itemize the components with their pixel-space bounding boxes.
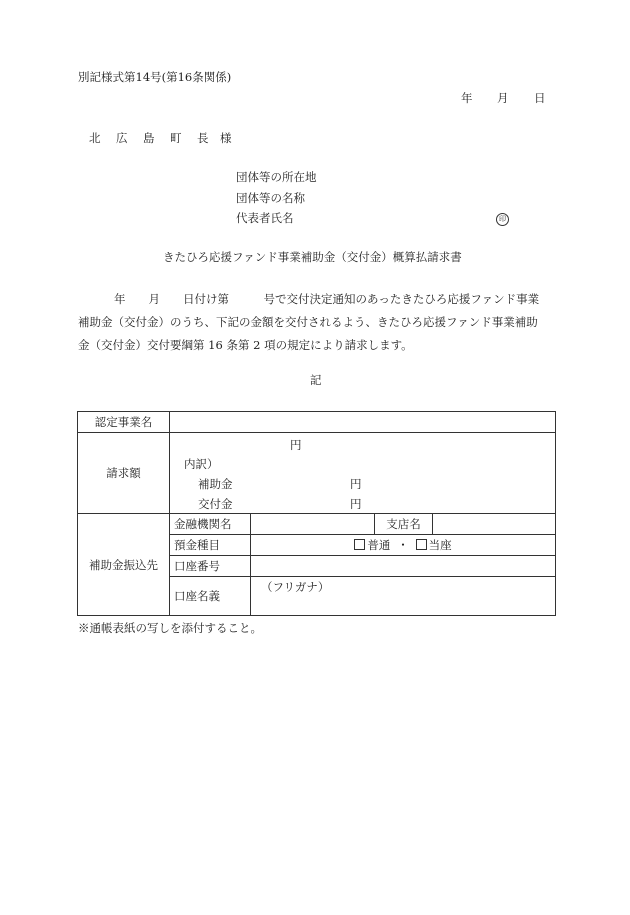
attachment-note: ※通帳表紙の写しを添付すること。	[78, 621, 262, 635]
body-line-3: 金（交付金）交付要綱第 16 条第 2 項の規定により請求します。	[78, 338, 413, 352]
bank-section-label: 補助金振込先	[78, 514, 170, 616]
ki-marker: 記	[310, 373, 322, 387]
request-form-table	[77, 411, 556, 616]
breakdown-label: 内訳）	[184, 457, 219, 471]
addressee-honorific: 様	[220, 131, 232, 145]
applicant-name-label: 団体等の名称	[236, 191, 305, 205]
furigana-label: （フリガナ）	[261, 580, 330, 594]
applicant-address-label: 団体等の所在地	[236, 170, 317, 184]
addressee-name: 北 広 島 町 長	[89, 131, 211, 145]
account-number-field[interactable]	[251, 556, 556, 577]
branch-label: 支店名	[375, 514, 433, 535]
date-month: 月	[497, 91, 509, 105]
account-holder-label: 口座名義	[170, 577, 251, 616]
body-line-2: 補助金（交付金）のうち、下記の金額を交付されるよう、きたひろ応援ファンド事業補助	[78, 315, 538, 329]
request-amount-label: 請求額	[78, 433, 170, 514]
branch-field[interactable]	[433, 514, 556, 535]
checkbox-current[interactable]	[416, 539, 427, 550]
project-name-field[interactable]	[170, 412, 556, 433]
request-yen: 円	[290, 438, 302, 452]
account-holder-field[interactable]	[251, 577, 556, 616]
body-paragraph	[78, 288, 558, 357]
date-year: 年	[461, 91, 473, 105]
account-type-label: 預金種目	[170, 535, 251, 556]
request-amount-field[interactable]	[170, 433, 556, 514]
option-ordinary: 普通	[367, 538, 391, 552]
grant-label: 交付金	[198, 497, 233, 511]
checkbox-ordinary[interactable]	[354, 539, 365, 550]
date-day: 日	[534, 91, 546, 105]
form-number: 別記様式第14号(第16条関係)	[78, 70, 232, 84]
account-type-options	[251, 535, 556, 556]
applicant-rep-label: 代表者氏名	[236, 211, 294, 225]
account-number-label: 口座番号	[170, 556, 251, 577]
bank-name-label: 金融機関名	[170, 514, 251, 535]
subsidy-yen: 円	[350, 477, 362, 491]
body-line-1: 年 月 日付け第 号で交付決定通知のあったきたひろ応援ファンド事業	[114, 292, 540, 306]
option-separator: ・	[397, 538, 409, 552]
seal-mark: 印	[496, 213, 509, 226]
document-title: きたひろ応援ファンド事業補助金（交付金）概算払請求書	[163, 250, 462, 264]
bank-name-field[interactable]	[251, 514, 375, 535]
option-current: 当座	[428, 538, 452, 552]
project-name-label: 認定事業名	[78, 412, 170, 433]
subsidy-label: 補助金	[198, 477, 233, 491]
grant-yen: 円	[350, 497, 362, 511]
